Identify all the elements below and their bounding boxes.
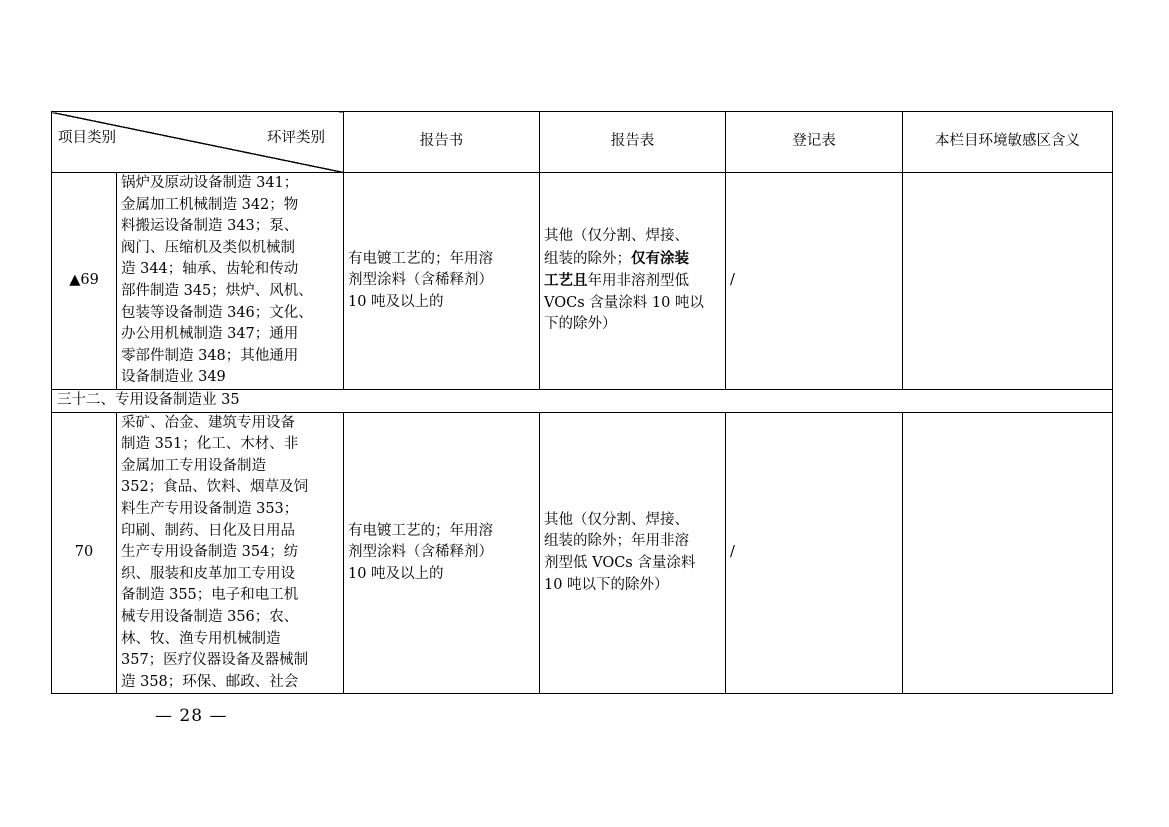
line: 部件制造 345；烘炉、风机、 bbox=[121, 283, 313, 299]
line: 剂型涂料（含稀释剂） bbox=[348, 272, 493, 289]
line: 下的除外） bbox=[544, 316, 617, 333]
line: 有电镀工艺的；年用溶 bbox=[348, 522, 493, 539]
line: 金属加工专用设备制造 bbox=[121, 457, 266, 474]
line: 办公用机械制造 347；通用 bbox=[121, 326, 299, 343]
line: 352；食品、饮料、烟草及饲 bbox=[121, 479, 309, 496]
line: 有电镀工艺的；年用溶 bbox=[348, 250, 493, 267]
line: 其他（仅分割、焊接、 bbox=[544, 228, 689, 245]
text-segment: 年用非溶剂型低 bbox=[587, 273, 689, 290]
bold-text-segment: 工艺且 bbox=[544, 272, 588, 290]
line: 造 358；环保、邮政、社会 bbox=[121, 673, 299, 690]
line: 织、服装和皮革加工专用设 bbox=[121, 565, 295, 582]
industry-items-cell bbox=[117, 173, 344, 390]
row-number: 70 bbox=[52, 412, 117, 694]
line: 10 吨以下的除外） bbox=[544, 576, 669, 593]
report-book-cell bbox=[344, 173, 540, 390]
line: 设备制造业 349 bbox=[121, 369, 226, 386]
line: 10 吨及以上的 bbox=[348, 293, 444, 310]
text-segment: 组装的除外； bbox=[544, 250, 631, 267]
line: 10 吨及以上的 bbox=[348, 565, 444, 582]
line: 制造 351；化工、木材、非 bbox=[121, 436, 299, 453]
line bbox=[544, 270, 721, 293]
header-diagonal-cell bbox=[52, 112, 344, 173]
report-book-cell bbox=[344, 412, 540, 694]
section-title: 三十二、专用设备制造业 35 bbox=[52, 390, 1113, 413]
line: 包装等设备制造 346；文化、 bbox=[121, 304, 313, 321]
report-form-cell bbox=[540, 412, 726, 694]
line: 造 344；轴承、齿轮和传动 bbox=[121, 261, 299, 278]
line: 零部件制造 348；其他通用 bbox=[121, 347, 299, 364]
line: 林、牧、渔专用机械制造 bbox=[121, 630, 281, 647]
line: 金属加工机械制造 342；物 bbox=[121, 196, 299, 213]
line: 生产专用设备制造 354；纺 bbox=[121, 544, 299, 561]
line: 印刷、制药、日化及日用品 bbox=[121, 522, 295, 539]
registration-form-cell: / bbox=[726, 173, 903, 390]
table-row bbox=[52, 412, 1113, 694]
header-report-form: 报告表 bbox=[540, 112, 726, 173]
industry-items-cell bbox=[117, 412, 344, 694]
line: 料搬运设备制造 343；泵、 bbox=[121, 218, 299, 235]
line: 备制造 355；电子和电工机 bbox=[121, 587, 299, 604]
line: 剂型涂料（含稀释剂） bbox=[348, 544, 493, 561]
bold-text-segment: 仅有涂装 bbox=[631, 249, 689, 267]
table-header-row bbox=[52, 112, 1113, 173]
section-row bbox=[52, 390, 1113, 413]
eia-classification-table bbox=[51, 111, 1113, 694]
registration-form-cell: / bbox=[726, 412, 903, 694]
line: 组装的除外；年用非溶 bbox=[544, 533, 689, 550]
row-number: ▲69 bbox=[52, 173, 117, 390]
line: 剂型低 VOCs 含量涂料 bbox=[544, 554, 696, 571]
header-sensitive-area: 本栏目环境敏感区含义 bbox=[903, 112, 1113, 173]
line: 锅炉及原动设备制造 341； bbox=[121, 175, 299, 192]
line: 其他（仅分割、焊接、 bbox=[544, 511, 689, 528]
line: 料生产专用设备制造 353； bbox=[121, 500, 299, 517]
sensitive-area-cell bbox=[903, 412, 1113, 694]
line: 357；医疗仪器设备及器械制 bbox=[121, 652, 309, 669]
table-row bbox=[52, 173, 1113, 390]
header-report-book: 报告书 bbox=[344, 112, 540, 173]
line: 阀门、压缩机及类似机械制 bbox=[121, 239, 295, 256]
page-number: — 28 — bbox=[155, 706, 228, 726]
header-eia-category: 环评类别 bbox=[267, 130, 325, 147]
line: 采矿、冶金、建筑专用设备 bbox=[121, 414, 295, 431]
line: 械专用设备制造 356；农、 bbox=[121, 608, 299, 625]
header-item-category: 项目类别 bbox=[58, 130, 116, 147]
sensitive-area-cell bbox=[903, 173, 1113, 390]
header-registration-form: 登记表 bbox=[726, 112, 903, 173]
report-form-cell bbox=[540, 173, 726, 390]
line: VOCs 含量涂料 10 吨以 bbox=[544, 294, 704, 311]
line bbox=[544, 248, 721, 271]
